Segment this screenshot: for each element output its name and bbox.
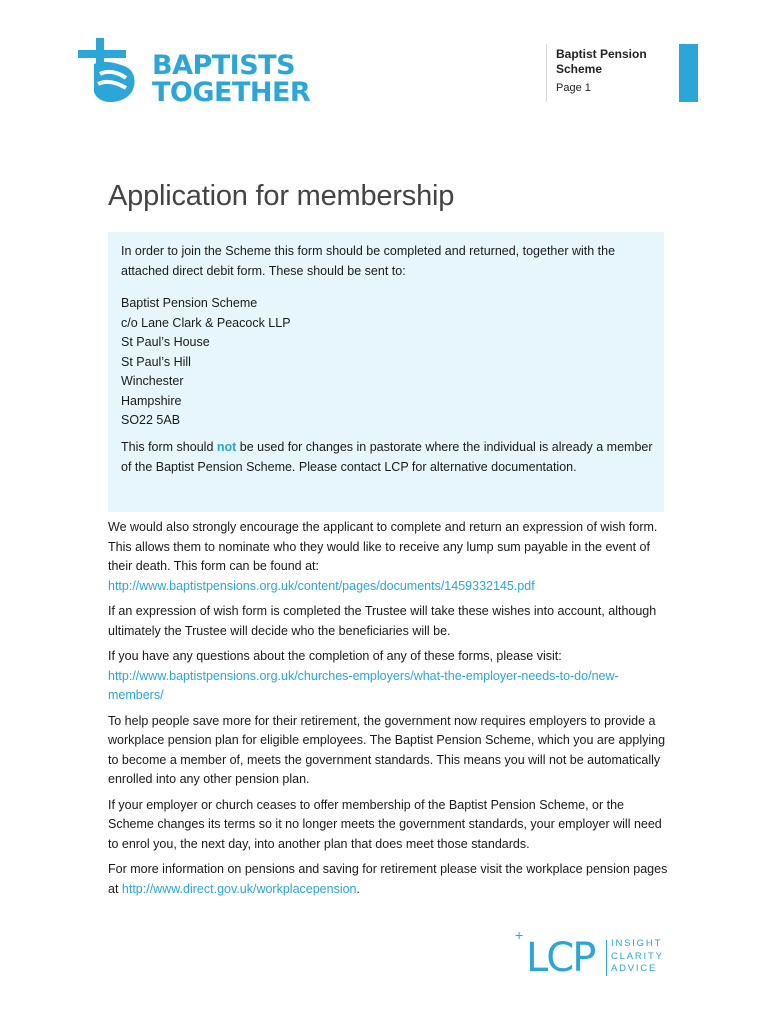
address-line: St Paul’s Hill bbox=[121, 354, 191, 369]
expression-of-wish-link[interactable]: http://www.baptistpensions.org.uk/content/pages/documents/1459332145.pdf bbox=[108, 578, 535, 593]
address-line: Hampshire bbox=[121, 393, 182, 408]
paragraph-workplace-pension: To help people save more for their retirement, the government now requires employers to provide a workplace pension plan for eligible employees. The Baptist Pension Scheme, which you are applying to become a member of, meets the government standards. This means you will not be automatically enrolled into any other pension plan. bbox=[108, 713, 666, 786]
body-text bbox=[108, 518, 668, 905]
new-members-link[interactable]: http://www.baptistpensions.org.uk/churches-employers/what-the-employer-needs-to-do/new-members/ bbox=[108, 668, 619, 702]
logo-wordmark bbox=[152, 52, 310, 106]
note-text: This form should bbox=[121, 440, 217, 454]
address-line: c/o Lane Clark & Peacock LLP bbox=[121, 315, 291, 330]
header-accent-bar bbox=[679, 44, 698, 102]
paragraph-trustee: If an expression of wish form is completed the Trustee will take these wishes into account, although ultimately the Trustee will decide who the beneficiaries will be. bbox=[108, 604, 657, 638]
note-text: be used for changes in pastorate where the individual is already a member of the Baptist Pension Scheme. Please contact LCP for alternative documentation. bbox=[121, 440, 653, 474]
address-line: Baptist Pension Scheme bbox=[121, 296, 258, 310]
paragraph-expression-of-wish bbox=[108, 518, 668, 596]
header-info bbox=[546, 44, 676, 102]
document-title: Baptist Pension Scheme bbox=[556, 47, 647, 76]
paragraph-text: If you have any questions about the completion of any of these forms, please visit: bbox=[108, 649, 562, 663]
address-line: Winchester bbox=[121, 374, 184, 388]
tagline-word: CLARITY bbox=[611, 950, 664, 962]
lcp-tagline bbox=[611, 938, 664, 976]
paragraph-text: For more information on pensions and saving for retirement please visit the workplace pension pages at bbox=[108, 862, 668, 896]
postal-address bbox=[121, 294, 656, 431]
pastorate-note bbox=[121, 438, 656, 477]
page-number: Page 1 bbox=[556, 82, 591, 94]
logo-line-2: TOGETHER bbox=[152, 77, 311, 108]
address-line: SO22 5AB bbox=[121, 413, 181, 427]
address-line: St Paul’s House bbox=[121, 335, 210, 349]
lcp-plus-icon: + bbox=[515, 927, 524, 943]
paragraph-employer-ceases: If your employer or church ceases to offer membership of the Baptist Pension Scheme, or the Scheme changes its terms so it no longer meets the government standards, your employer will need to enrol you, the next day, into another plan that does meet those standards. bbox=[108, 797, 662, 851]
note-emphasis: not bbox=[216, 440, 237, 454]
paragraph-questions bbox=[108, 647, 668, 706]
instructions-box bbox=[108, 232, 664, 512]
paragraph-text: . bbox=[356, 881, 360, 896]
lcp-divider bbox=[606, 940, 607, 976]
lcp-logo: LCP bbox=[526, 935, 595, 981]
instructions-intro: In order to join the Scheme this form should be completed and returned, together with the attached direct debit form. These should be sent to: bbox=[121, 244, 616, 278]
logo-line-1: BAPTISTS bbox=[152, 50, 296, 81]
page-title: Application for membership bbox=[108, 180, 455, 212]
workplace-pension-link[interactable]: http://www.direct.gov.uk/workplacepension bbox=[121, 881, 357, 896]
paragraph-more-info bbox=[108, 860, 668, 899]
paragraph-text: We would also strongly encourage the applicant to complete and return an expression of wish form. This allows them to nominate who they would like to receive any lump sum payable in the event of their death. This form can be found at: bbox=[108, 520, 658, 573]
tagline-word: INSIGHT bbox=[611, 938, 663, 949]
tagline-word: ADVICE bbox=[611, 963, 658, 974]
